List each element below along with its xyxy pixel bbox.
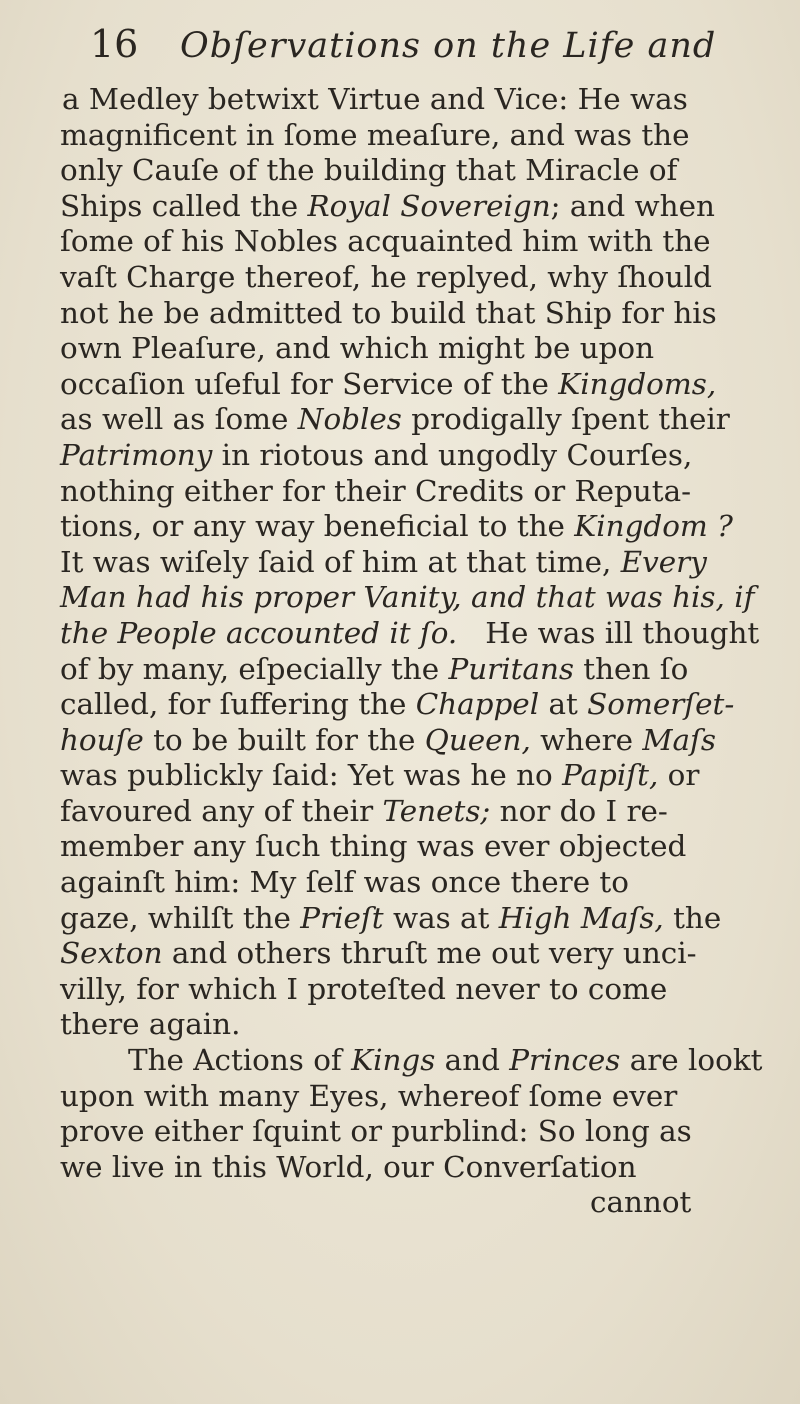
text-line: not he be admitted to build that Ship for his [60,295,717,330]
text-line: vaſt Charge thereof, he replyed, why ſhould [60,259,712,294]
text-line: Patrimony in riotous and ungodly Courſes, [60,437,693,472]
italic-text: Maſs [642,722,716,757]
italic-text: Queen, [424,722,531,757]
text-line: called, for ſuffering the Chappel at Somerſet- [60,687,735,722]
catchword: cannot [590,1185,692,1220]
italic-text: Kings [351,1043,436,1078]
text-line: was publickly ſaid: Yet was he no Papiſt, or [60,758,700,793]
text-line: villy, for which I proteſted never to come [60,971,668,1006]
italic-text: High Maſs, [498,900,664,935]
text-line: there again. [60,1007,241,1042]
text-line: houſe to be built for the Queen, where Maſs [60,722,716,757]
text-line: tions, or any way beneficial to the Kingdom ? [60,509,733,544]
italic-text: houſe [60,722,144,757]
text-line: we live in this World, our Converſation [60,1149,637,1184]
italic-text: Prieſt [300,900,384,935]
italic-text: Somerſet- [587,687,735,722]
text-line: It was wiſely ſaid of him at that time, Every [60,544,707,579]
text-line: favoured any of their Tenets; nor do I re- [60,793,668,828]
text-line: ſome of his Nobles acquainted him with the [60,224,711,259]
italic-text: Papiſt, [562,758,659,793]
italic-text: Puritans [448,651,574,686]
italic-text: Patrimony [60,437,213,472]
text-line: upon with many Eyes, whereof ſome ever [60,1078,678,1113]
italic-text: Tenets; [382,793,491,828]
text-line: the People accounted it ſo. He was ill thought [60,615,760,650]
italic-text: Man had his proper Vanity, and that was his, if [60,580,755,615]
text-line: occaſion uſeful for Service of the Kingdoms, [60,366,717,401]
body-text [60,82,762,1221]
italic-text: Kingdom ? [574,509,733,544]
italic-text: Kingdoms, [558,366,717,401]
text-line: own Pleaſure, and which might be upon [60,331,655,366]
text-line: Sexton and others thruſt me out very unci- [60,936,697,971]
text-line: of by many, eſpecially the Puritans then ſo [60,651,689,686]
page-number: 16 [90,22,139,66]
text-line: a Medley betwixt Virtue and Vice: He was [62,82,688,116]
text-line: Ships called the Royal Sovereign; and when [60,188,715,223]
text-line: The Actions of Kings and Princes are lookt [128,1043,763,1078]
italic-text: Chappel [415,687,540,722]
text-line: magnificent in ſome meaſure, and was the [60,117,690,152]
italic-text: Every [620,544,707,579]
italic-text: Royal Sovereign [307,188,551,223]
text-line: only Cauſe of the building that Miracle of [60,153,678,188]
text-line: member any ſuch thing was ever objected [60,829,687,864]
text-line: gaze, whilſt the Prieſt was at High Maſs, the [60,900,722,935]
running-title: Obſervations on the Life and [180,26,717,66]
text-line: as well as ſome Nobles prodigally ſpent their [60,402,730,437]
text-line: nothing either for their Credits or Reputa- [60,473,692,508]
page-header [60,22,762,82]
text-line [60,580,762,616]
italic-text: Sexton [60,936,163,971]
text-line: prove either ſquint or purblind: So long as [60,1114,692,1149]
italic-text: the People accounted it ſo. [60,615,458,650]
italic-text: Princes [509,1043,621,1078]
italic-text: Nobles [297,402,402,437]
text-line: againſt him: My ſelf was once there to [60,865,629,900]
